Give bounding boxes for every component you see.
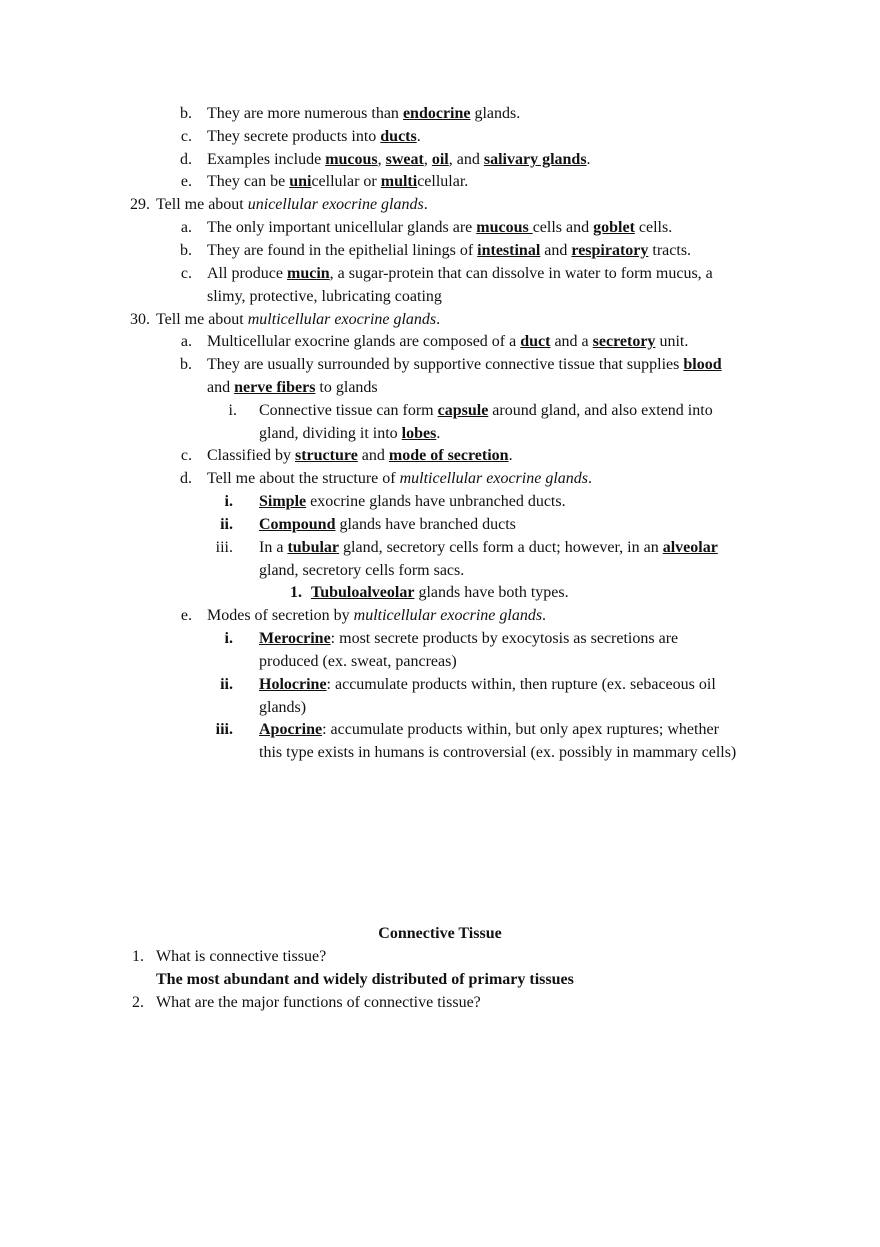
list-marker: c. (180, 447, 192, 464)
list-marker: e. (180, 607, 192, 624)
key-term: mucous (325, 151, 378, 168)
list-marker: i. (224, 493, 233, 510)
list-marker: c. (180, 128, 192, 145)
list-marker: c. (180, 265, 192, 282)
sub-list-item: Compound glands have branched ducts (259, 516, 516, 533)
list-marker: b. (180, 356, 192, 373)
question-number: 1. (132, 948, 144, 965)
question-29: Tell me about unicellular exocrine glands. (156, 196, 428, 213)
list-item: They are more numerous than endocrine glands. (207, 105, 521, 122)
list-marker: d. (180, 470, 192, 487)
key-term: uni (289, 173, 312, 190)
list-marker: iii. (215, 539, 233, 556)
answer-1: The most abundant and widely distributed of primary tissues (156, 971, 574, 988)
list-marker: i. (228, 402, 237, 419)
key-term: Apocrine (259, 721, 323, 738)
key-term: respiratory (571, 242, 649, 259)
list-item: The only important unicellular glands are mucous cells and goblet cells. (207, 219, 673, 236)
sub-list-item: Simple exocrine glands have unbranched ducts. (259, 493, 566, 510)
list-item-continuation: slimy, protective, lubricating coating (207, 288, 442, 305)
key-term: tubular (287, 539, 340, 556)
list-item-continuation: and nerve fibers to glands (207, 379, 378, 396)
key-term: blood (683, 356, 722, 373)
list-marker: iii. (215, 721, 233, 738)
key-term: lobes (401, 425, 437, 442)
question-number: 2. (132, 994, 144, 1011)
list-marker: i. (224, 630, 233, 647)
question-1: What is connective tissue? (156, 948, 327, 965)
key-term: goblet (593, 219, 635, 236)
key-term: nerve fibers (234, 379, 316, 396)
list-marker: b. (180, 105, 192, 122)
key-term: mucous (476, 219, 533, 236)
list-item: Multicellular exocrine glands are composed of a duct and a secretory unit. (207, 333, 689, 350)
list-item: All produce mucin, a sugar-protein that can dissolve in water to form mucus, a (207, 265, 713, 282)
sub-list-item-continuation: gland, secretory cells form sacs. (259, 562, 465, 579)
list-item: They are usually surrounded by supportive connective tissue that supplies blood (207, 356, 722, 373)
list-item: Classified by structure and mode of secretion. (207, 447, 513, 464)
sub-list-item: Merocrine: most secrete products by exocytosis as secretions are (259, 630, 679, 647)
list-item: They are found in the epithelial linings of intestinal and respiratory tracts. (207, 242, 692, 259)
sub-list-item: In a tubular gland, secretory cells form a duct; however, in an alveolar (259, 539, 718, 556)
key-term: Merocrine (259, 630, 331, 647)
key-term: mucin (286, 265, 330, 282)
key-term: salivary glands (483, 151, 587, 168)
sub-list-item-continuation: this type exists in humans is controversial (ex. possibly in mammary cells) (259, 744, 737, 761)
question-number: 30. (130, 311, 150, 328)
sub-list-item-continuation: glands) (259, 699, 307, 716)
key-term: Compound (259, 516, 336, 533)
list-marker: b. (180, 242, 192, 259)
key-term: mode of secretion (388, 447, 509, 464)
question-number: 29. (130, 196, 150, 213)
question-2: What are the major functions of connective tissue? (156, 994, 481, 1011)
key-term: ducts (380, 128, 417, 145)
key-term: Simple (259, 493, 307, 510)
key-term: secretory (592, 333, 656, 350)
key-term: sweat (385, 151, 424, 168)
list-marker: d. (180, 151, 192, 168)
key-term: intestinal (477, 242, 541, 259)
sub-sub-list-item: Tubuloalveolar glands have both types. (311, 584, 569, 601)
list-marker: ii. (220, 676, 233, 693)
list-marker: a. (180, 333, 192, 350)
sub-list-item-continuation: gland, dividing it into lobes. (259, 425, 441, 442)
list-item: They can be unicellular or multicellular. (207, 173, 469, 190)
list-item: Modes of secretion by multicellular exocrine glands. (207, 607, 547, 624)
key-term: endocrine (402, 105, 471, 122)
sub-list-item: Connective tissue can form capsule around gland, and also extend into (259, 402, 713, 419)
list-marker: ii. (220, 516, 233, 533)
key-term: duct (520, 333, 551, 350)
key-term: alveolar (662, 539, 718, 556)
key-term: oil (431, 151, 449, 168)
list-item: They secrete products into ducts. (207, 128, 421, 145)
list-marker: e. (180, 173, 192, 190)
key-term: Holocrine (259, 676, 327, 693)
section-title: Connective Tissue (378, 925, 502, 942)
sub-list-item-continuation: produced (ex. sweat, pancreas) (259, 653, 457, 670)
list-marker: 1. (290, 584, 302, 601)
sub-list-item: Holocrine: accumulate products within, then rupture (ex. sebaceous oil (259, 676, 716, 693)
list-marker: a. (180, 219, 192, 236)
key-term: structure (295, 447, 358, 464)
question-30: Tell me about multicellular exocrine glands. (156, 311, 441, 328)
list-item: Tell me about the structure of multicellular exocrine glands. (207, 470, 592, 487)
list-item: Examples include mucous, sweat, oil, and salivary glands. (207, 151, 591, 168)
key-term: Tubuloalveolar (311, 584, 415, 601)
key-term: capsule (437, 402, 489, 419)
key-term: multi (380, 173, 418, 190)
sub-list-item: Apocrine: accumulate products within, but only apex ruptures; whether (259, 721, 719, 738)
